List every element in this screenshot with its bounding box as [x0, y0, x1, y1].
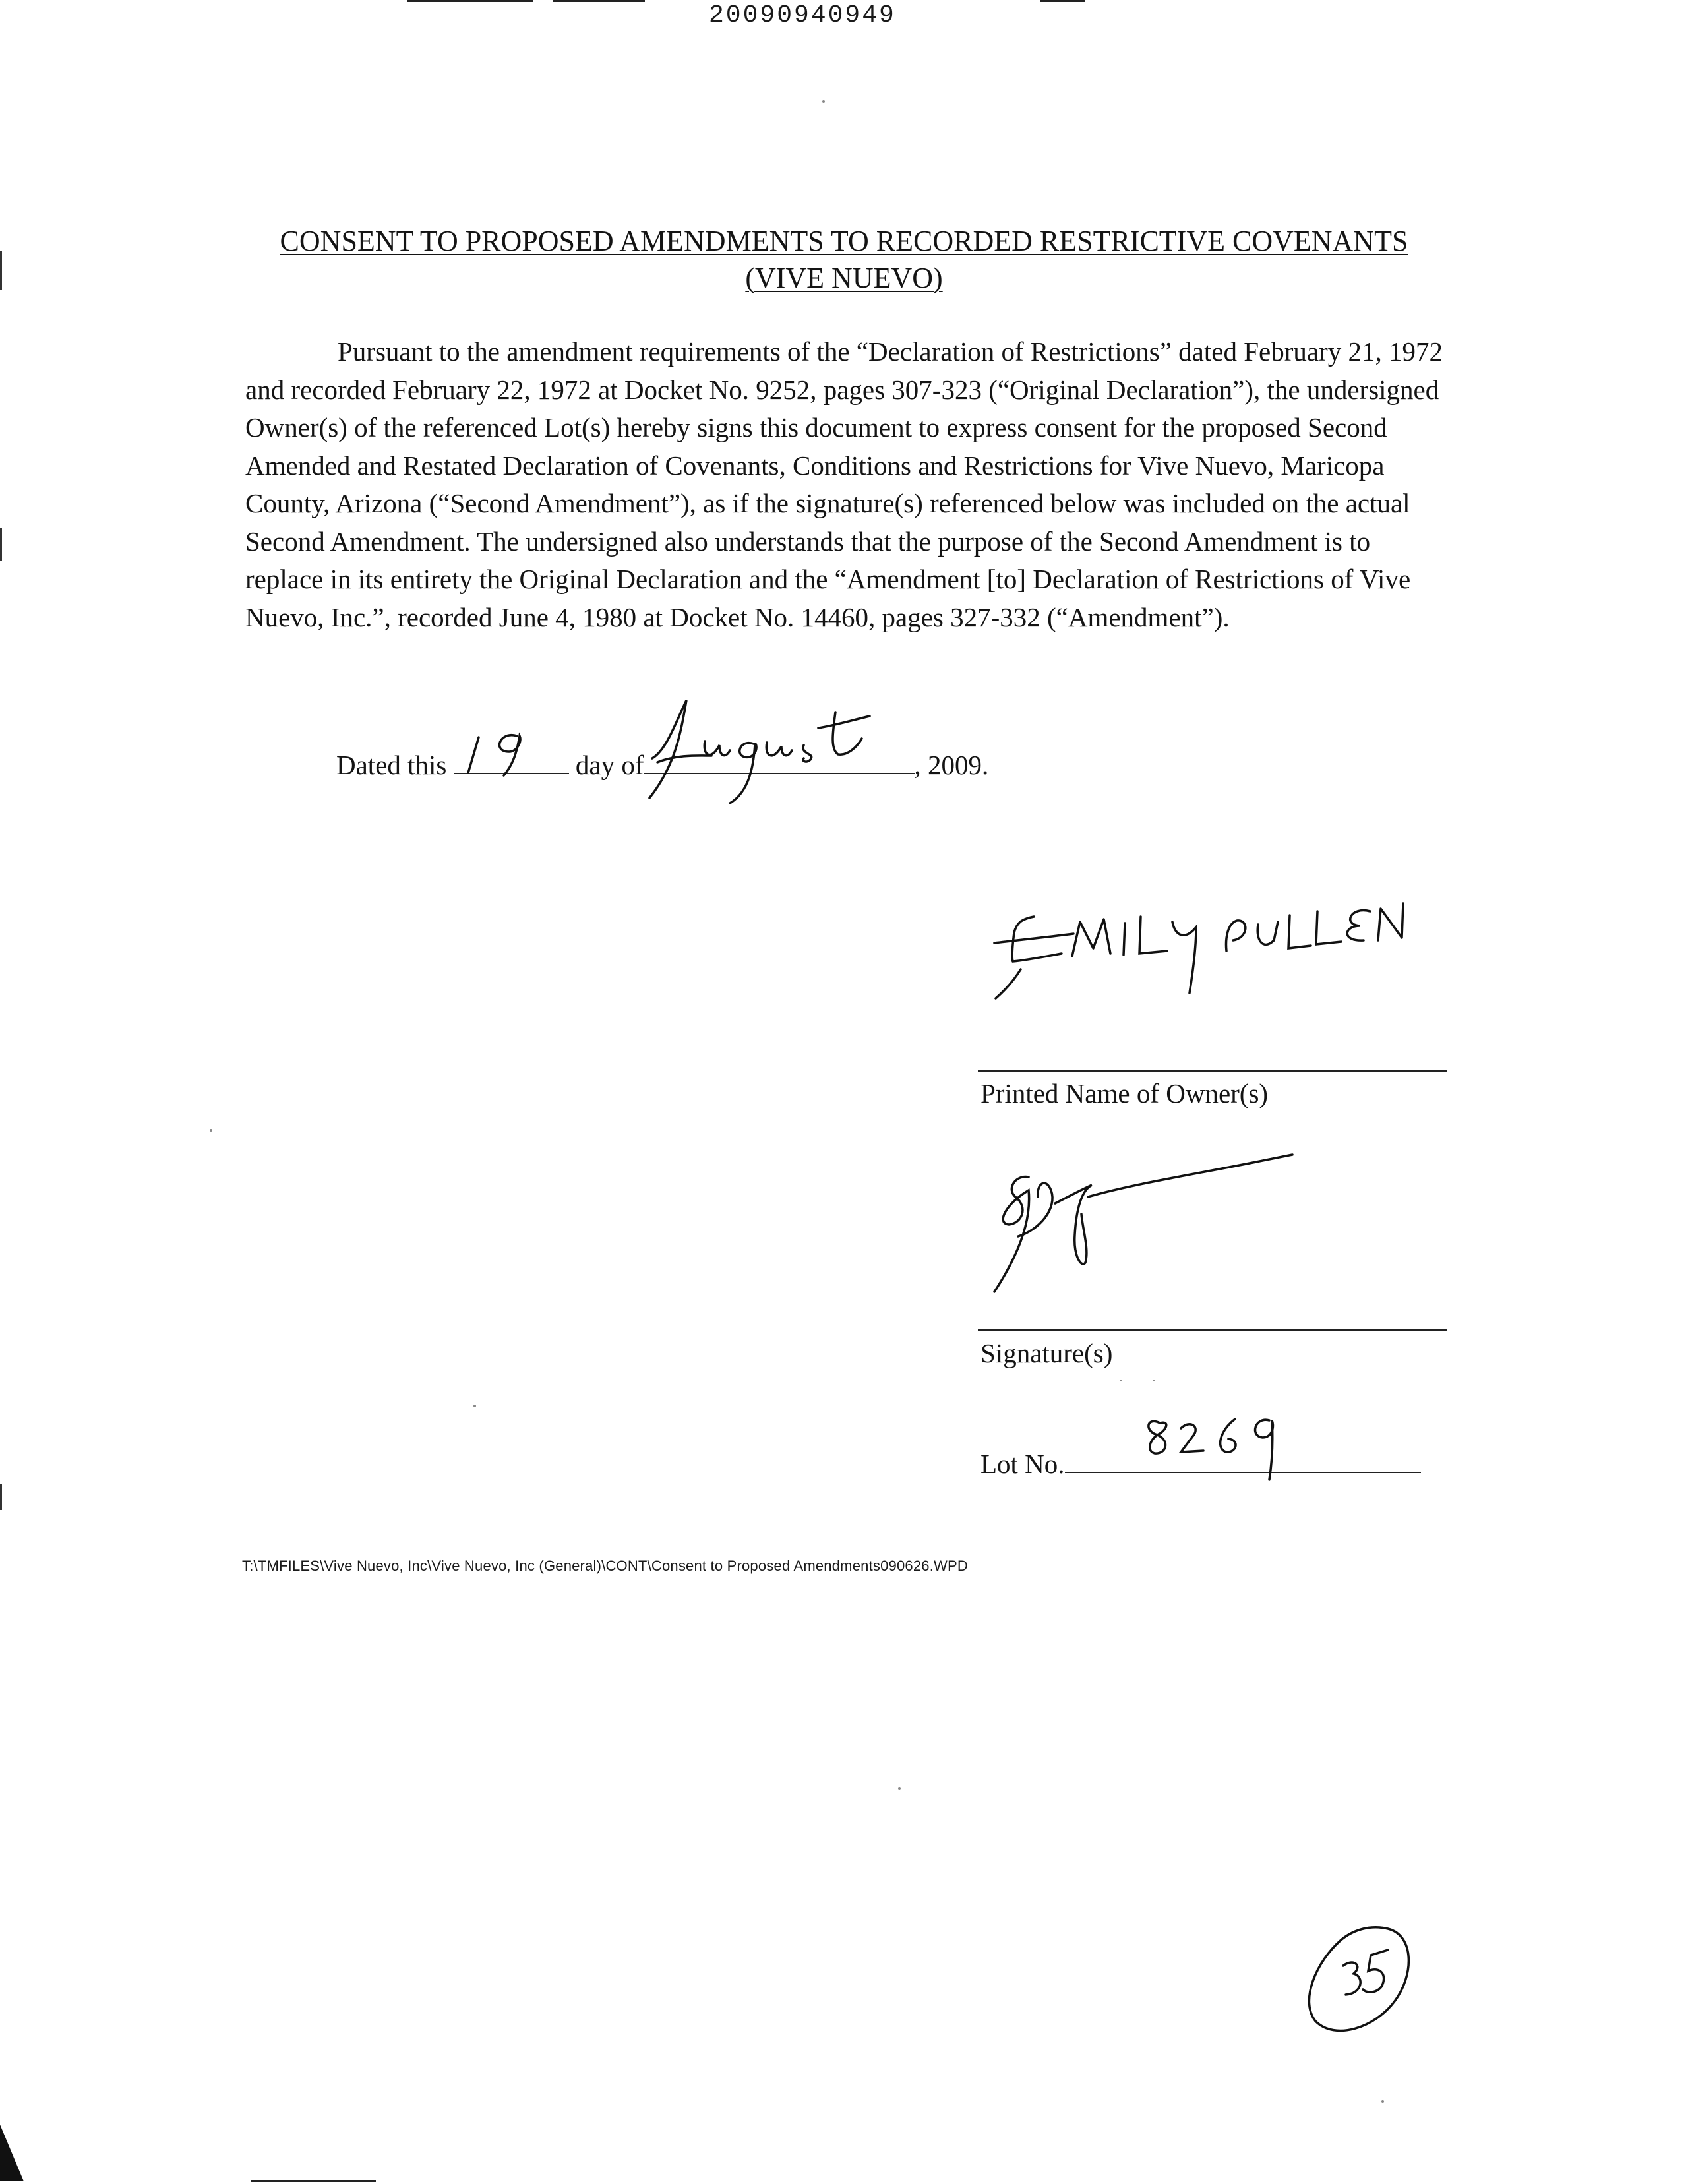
title-line-2: (VIVE NUEVO)	[745, 262, 943, 294]
scan-edge-mark	[0, 251, 2, 290]
page-mark-value	[1345, 1965, 1346, 1966]
scan-speck	[1120, 1380, 1122, 1381]
scan-speck	[473, 1405, 476, 1407]
printed-name-value	[976, 923, 980, 924]
consent-paragraph	[245, 333, 1445, 636]
handwritten-lot-number	[1137, 1397, 1335, 1482]
lot-number-line	[980, 1443, 1421, 1484]
handwritten-month	[638, 692, 921, 804]
scan-edge-mark	[0, 1484, 2, 1510]
scan-edge-mark	[407, 0, 533, 2]
lot-value	[1065, 1443, 1066, 1482]
dated-suffix: , 2009.	[914, 750, 989, 780]
dated-line	[336, 744, 988, 785]
signature-line	[978, 1329, 1447, 1331]
scan-edge-mark	[553, 0, 645, 2]
lot-field	[1065, 1443, 1421, 1473]
circled-page-mark	[1289, 1902, 1434, 2048]
scan-speck	[1153, 1380, 1155, 1381]
scan-speck	[822, 100, 825, 103]
lot-label: Lot No.	[980, 1449, 1065, 1479]
scan-edge-mark	[251, 2180, 376, 2182]
scan-edge-mark	[1040, 0, 1085, 2]
document-title	[237, 223, 1451, 297]
file-path-footer: T:\TMFILES\Vive Nuevo, Inc\Vive Nuevo, Inc (General)\CONT\Consent to Proposed Amendments090626.WPD	[242, 1558, 968, 1574]
handwritten-day	[454, 712, 569, 778]
scan-corner-mark	[0, 2125, 40, 2184]
day-field	[454, 744, 569, 774]
dated-prefix: Dated this	[336, 750, 447, 780]
scan-speck	[898, 1787, 901, 1790]
scan-edge-mark	[0, 528, 2, 561]
signature-label: Signature(s)	[980, 1338, 1113, 1368]
dated-middle: day of	[575, 750, 644, 780]
printed-name-line	[978, 1070, 1447, 1072]
title-line-1: CONSENT TO PROPOSED AMENDMENTS TO RECORDED RESTRICTIVE COVENANTS	[280, 225, 1408, 257]
recording-number: 20090940949	[709, 1, 896, 30]
handwritten-printed-name	[975, 877, 1436, 1002]
consent-paragraph-text: Pursuant to the amendment requirements of the “Declaration of Restrictions” dated February 21, 1972 and recorded February 22, 1972 at Docket No. 9252, pages 307-323 (“Original Declaration”), the undersigned Owner(s) of the referenced Lot(s) hereby signs this document to express consent for the proposed Second Amended and Restated Declaration of Covenants, Conditions and Restrictions for Vive Nuevo, Maricopa County, Arizona (“Second Amendment”), as if the signature(s) referenced below was included on the actual Second Amendment. The undersigned also understands that the purpose of the Second Amendment is to replace in its entirety the Original Declaration and the “Amendment [to] Declaration of Restrictions of Vive Nuevo, Inc.”, recorded June 4, 1980 at Docket No. 14460, pages 327-332 (“Amendment”).	[245, 336, 1443, 632]
scan-speck	[210, 1129, 212, 1132]
month-value	[644, 744, 646, 783]
scan-speck	[1381, 2100, 1384, 2103]
handwritten-signature	[976, 1151, 1345, 1302]
month-field	[644, 744, 915, 774]
printed-name-label: Printed Name of Owner(s)	[980, 1078, 1269, 1108]
